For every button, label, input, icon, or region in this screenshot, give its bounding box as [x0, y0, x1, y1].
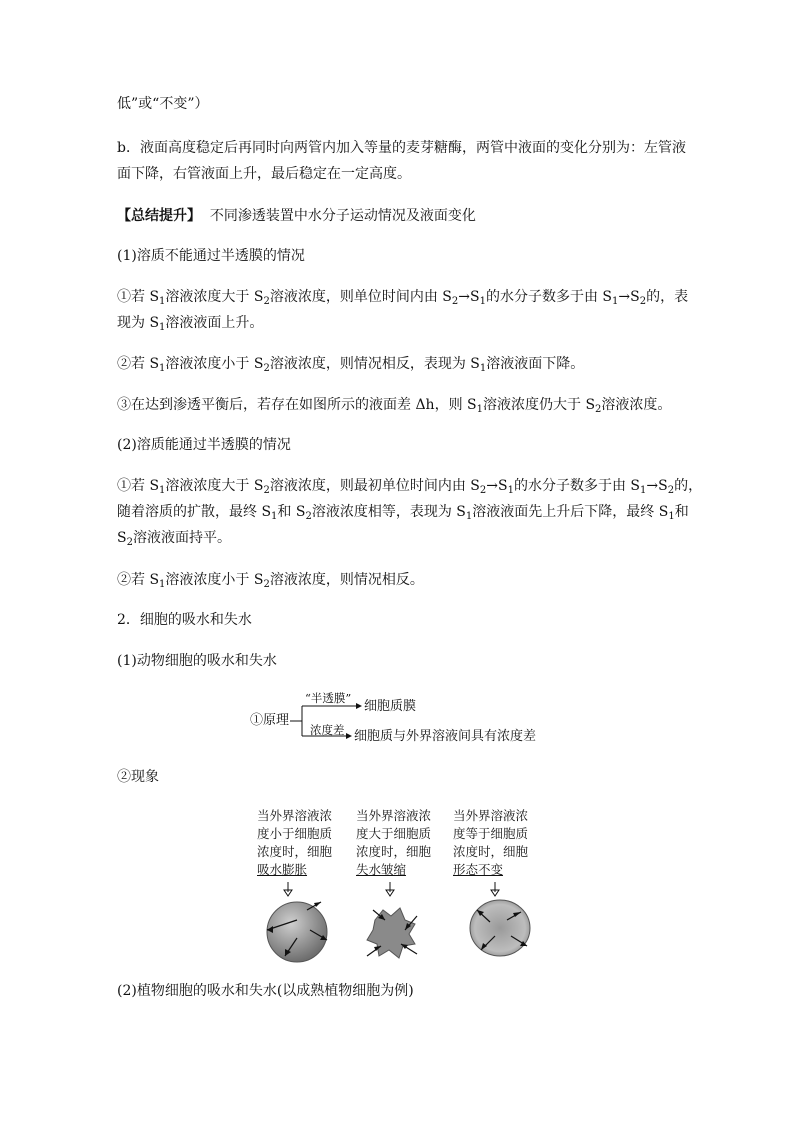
- principle-bottom-value: 细胞质与外界溶液间具有浓度差: [354, 729, 537, 744]
- principle-top-value: 细胞质膜: [364, 699, 417, 714]
- normal-cell-icon: [470, 900, 530, 956]
- text-line: $S_2$溶液液面持平。: [117, 530, 231, 548]
- down-arrow-icon: [491, 882, 499, 896]
- text-line: ②现象: [117, 769, 159, 785]
- down-arrow-icon: [386, 882, 394, 896]
- principle-bottom-key: 浓度差: [310, 723, 345, 737]
- cell-caption-shrink: 当外界溶液浓 度大于细胞质 浓度时，细胞 失水皱缩: [356, 808, 432, 877]
- text-line: b．液面高度稳定后再同时向两管内加入等量的麦芽糖酶，两管中液面的变化分别为：左管液: [117, 140, 686, 156]
- text-line: 现为 $S_1$溶液液面上升。: [117, 315, 264, 333]
- shrunk-cell-icon: [367, 908, 417, 958]
- summary-tag: 【总结提升】: [117, 208, 201, 224]
- cell-caption-swell: 当外界溶液浓 度小于细胞质 浓度时，细胞 吸水膨胀: [257, 808, 333, 877]
- text-line: (2)溶质能通过半透膜的情况: [117, 437, 291, 453]
- text-line: ①若 $S_1$溶液浓度大于 $S_2$溶液浓度，则单位时间内由 $S_2\to S_1$的水分子数多于由 $S_1\to S_2$的，表: [117, 289, 689, 307]
- summary-heading: 【总结提升】 不同渗透装置中水分子运动情况及液面变化: [117, 208, 476, 224]
- text-line: 面下降，右管液面上升，最后稳定在一定高度。: [117, 166, 411, 182]
- cell-illustrations: [255, 880, 555, 970]
- principle-label: ①原理: [250, 713, 290, 728]
- text-line: 低”或“不变”）: [117, 96, 209, 112]
- section-heading: 2．细胞的吸水和失水: [117, 612, 252, 628]
- principle-top-key: “半透膜”: [305, 691, 352, 705]
- text-line: (1)溶质不能通过半透膜的情况: [117, 248, 305, 264]
- text-line: 随着溶质的扩散，最终 $S_1$和 $S_2$溶液浓度相等，表现为 $S_1$溶液液面先上升后下降，最终 $S_1$和: [117, 504, 689, 522]
- text-line: (1)动物细胞的吸水和失水: [117, 653, 277, 669]
- text-line: ②若 $S_1$溶液浓度小于 $S_2$溶液浓度，则情况相反。: [117, 572, 424, 590]
- swollen-cell-icon: [267, 902, 327, 962]
- down-arrow-icon: [284, 882, 292, 896]
- text-line: (2)植物细胞的吸水和失水(以成熟植物细胞为例): [117, 983, 414, 999]
- text-line: ①若 $S_1$溶液浓度大于 $S_2$溶液浓度，则最初单位时间内由 $S_2\to S_1$的水分子数多于由 $S_1\to S_2$的，: [117, 478, 703, 496]
- text-line: ③在达到渗透平衡后，若存在如图所示的液面差 Δh，则 $S_1$溶液浓度仍大于 $S_2$溶液浓度。: [117, 397, 672, 415]
- text-line: ②若 $S_1$溶液浓度小于 $S_2$溶液浓度，则情况相反，表现为 $S_1$溶液液面下降。: [117, 356, 585, 374]
- cell-caption-unchanged: 当外界溶液浓 度等于细胞质 浓度时，细胞 形态不变: [453, 808, 529, 877]
